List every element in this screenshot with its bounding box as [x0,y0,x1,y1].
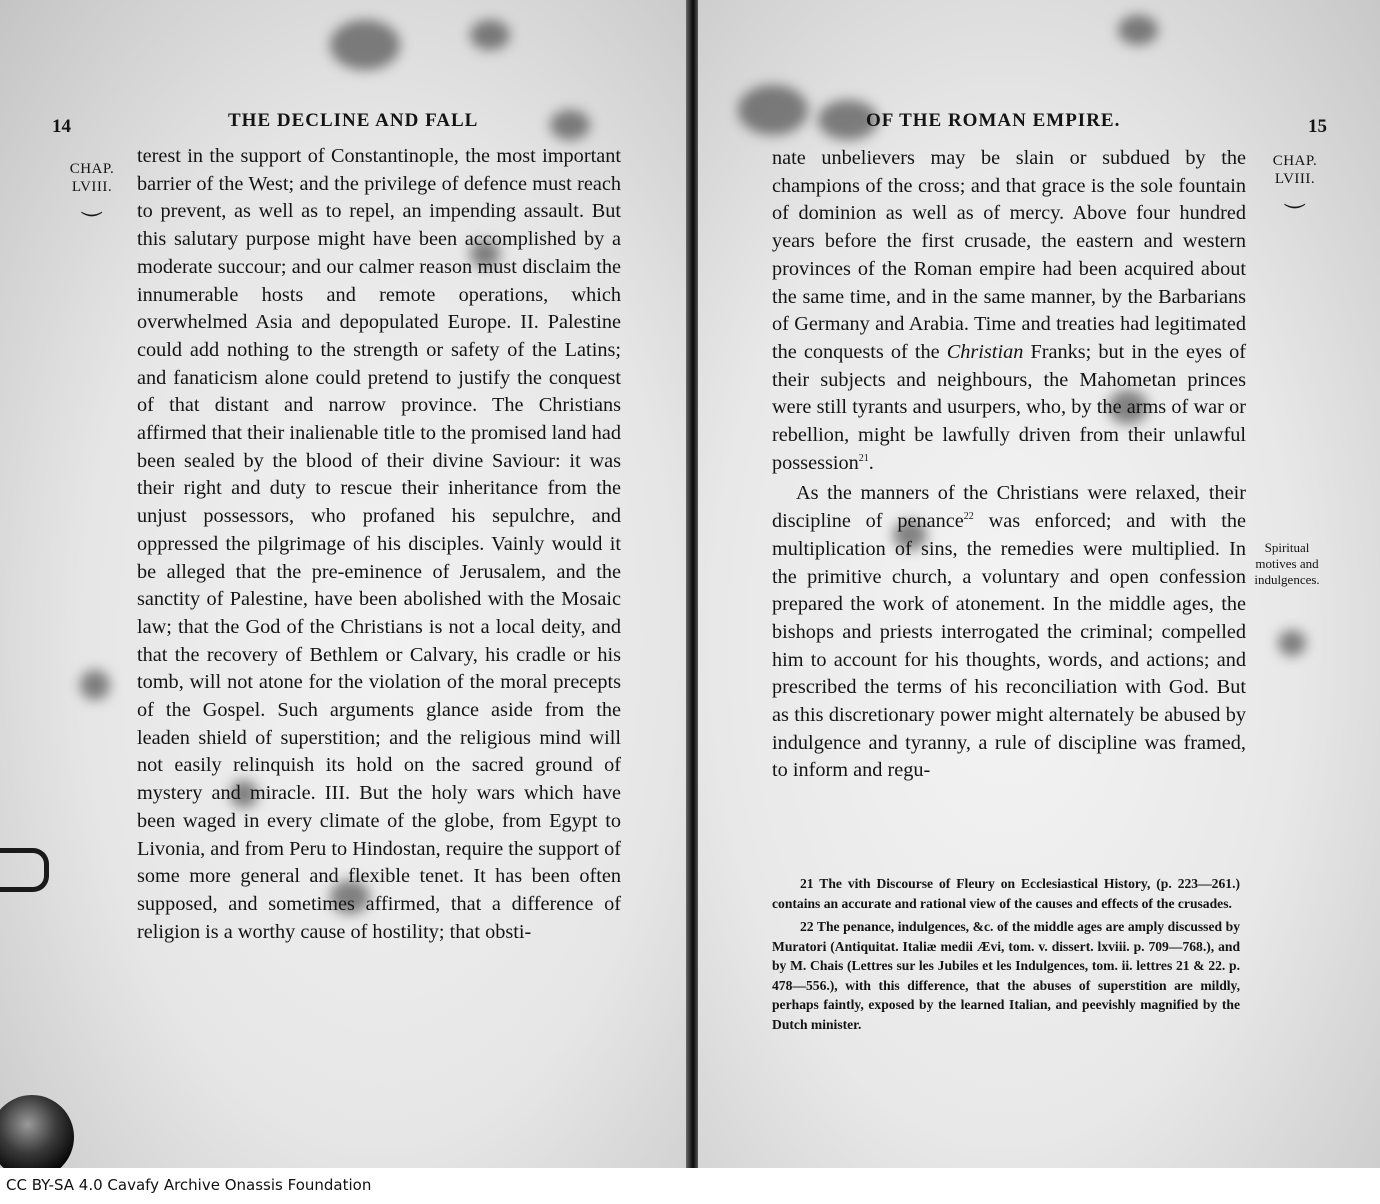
chapter-label: CHAP. [1272,153,1318,169]
chapter-brace: ⏝ [81,190,103,215]
note-ref-21: 21 [858,452,869,464]
chapter-brace: ⏝ [1284,182,1306,207]
right-page [698,0,1380,1168]
body-paragraph-1 [772,145,1246,477]
body-paragraph-2 [772,480,1246,785]
running-head-right: OF THE ROMAN EMPIRE. [866,110,1121,131]
clip-ring [0,848,49,892]
para1-italic: Christian [946,340,1024,363]
page-number-left: 14 [52,116,71,137]
page-number-right: 15 [1308,116,1327,137]
right-page-body [772,145,1246,785]
footnote-22: 22 The penance, indulgences, &c. of the middle ages are amply discussed by Muratori (Antiquitat. Italiæ medii Ævi, tom. v. dissert. lxviii. p. 709—768.), and by M. Chais (Lettres sur les Jubiles et les Indulgences, tom. ii. lettres 21 & 22. p. 478—556.), with this difference, that the abuses of superstition are mildly, perhaps faintly, exposed by the learned Italian, and peevishly magnified by the Dutch minister. [772,919,1240,1032]
left-page [0,0,690,1168]
footnotes [772,874,1240,1034]
note-ref-22: 22 [963,511,974,523]
running-head-left: THE DECLINE AND FALL [228,110,479,131]
chapter-number: LVIII. [1274,171,1316,187]
chapter-marker-right [1260,152,1330,207]
para1-end: . [868,451,874,474]
footnote-21: 21 The vith Discourse of Fleury on Ecclesiastical History, (p. 223—261.) contains an accurate and rational view of the causes and effects of the crusades. [772,876,1240,911]
credit-line: CC BY-SA 4.0 Cavafy Archive Onassis Foundation [6,1176,372,1194]
para2-text-b: was enforced; and with the multiplication of sins, the remedies were multiplied. In the primitive church, a voluntary and open confession prepared the work of atonement. In the middle ages, the bishops and priests interrogated the criminal; compelled him to account for his thoughts, words, and actions; and prescribed the terms of his reconciliation with God. But as this discretionary power might alternately be abused by indulgence and tyranny, a rule of discipline was framed, to inform and regu- [772,510,1246,782]
para2-text-a: As the manners of the Christians were relaxed, their discipline of penance [772,482,1246,533]
left-page-body [137,143,621,946]
chapter-number: LVIII. [71,179,113,195]
chapter-label: CHAP. [69,161,115,177]
chapter-marker-left [60,160,124,215]
para1-text-a: nate unbelievers may be slain or subdued by the champions of the cross; and that grace is the sole fountain of dominion as well as of mercy. Above four hundred years before the first crusade, the eastern and western provinces of the Roman empire had been acquired about the same time, and in the same manner, by the Barbarians of Germany and Arabia. Time and treaties had legitimated the conquests of the [772,147,1246,363]
margin-note: Spiritual motives and indulgences. [1254,540,1320,587]
body-paragraph: terest in the support of Constantinople, the most important barrier of the West; and the privilege of defence must reach to prevent, as well as to repel, an impending assault. But this salutary purpose might have been accomplished by a moderate succour; and our calmer reason must disclaim the innumerable hosts and remote operations, which overwhelmed Asia and depopulated Europe. II. Palestine could add nothing to the strength or safety of the Latins; and fanaticism alone could pretend to justify the conquest of that distant and narrow province. The Christians affirmed that their inalienable title to the promised land had been sealed by the blood of their divine Saviour: it was their right and duty to rescue their inheritance from the unjust possessors, who profaned his sepulchre, and oppressed the pilgrimage of his disciples. Vainly would it be alleged that the pre-eminence of Jerusalem, and the sanctity of Palestine, have been abolished with the Mosaic law; that the God of the Christians is not a local deity, and that the recovery of Bethlem or Calvary, his cradle or his tomb, will not atone for the violation of the moral precepts of the Gospel. Such arguments glance aside from the leaden shield of superstition; and the religious mind will not easily relinquish its hold on the sacred ground of mystery and miracle. III. But the holy wars which have been waged in every climate of the globe, from Egypt to Livonia, and from Peru to Hindostan, require the support of some more general and flexible tenet. It has been often supposed, and sometimes affirmed, that a difference of religion is a worthy cause of hostility; that obsti- [137,145,621,943]
para1-text-b: Franks; but in the eyes of their subjects and neighbours, the Mahometan princes were still tyrants and usurpers, who, by the arms of war or rebellion, might be lawfully driven from their unlawful possession [772,340,1247,474]
clip-knob [0,1095,74,1168]
